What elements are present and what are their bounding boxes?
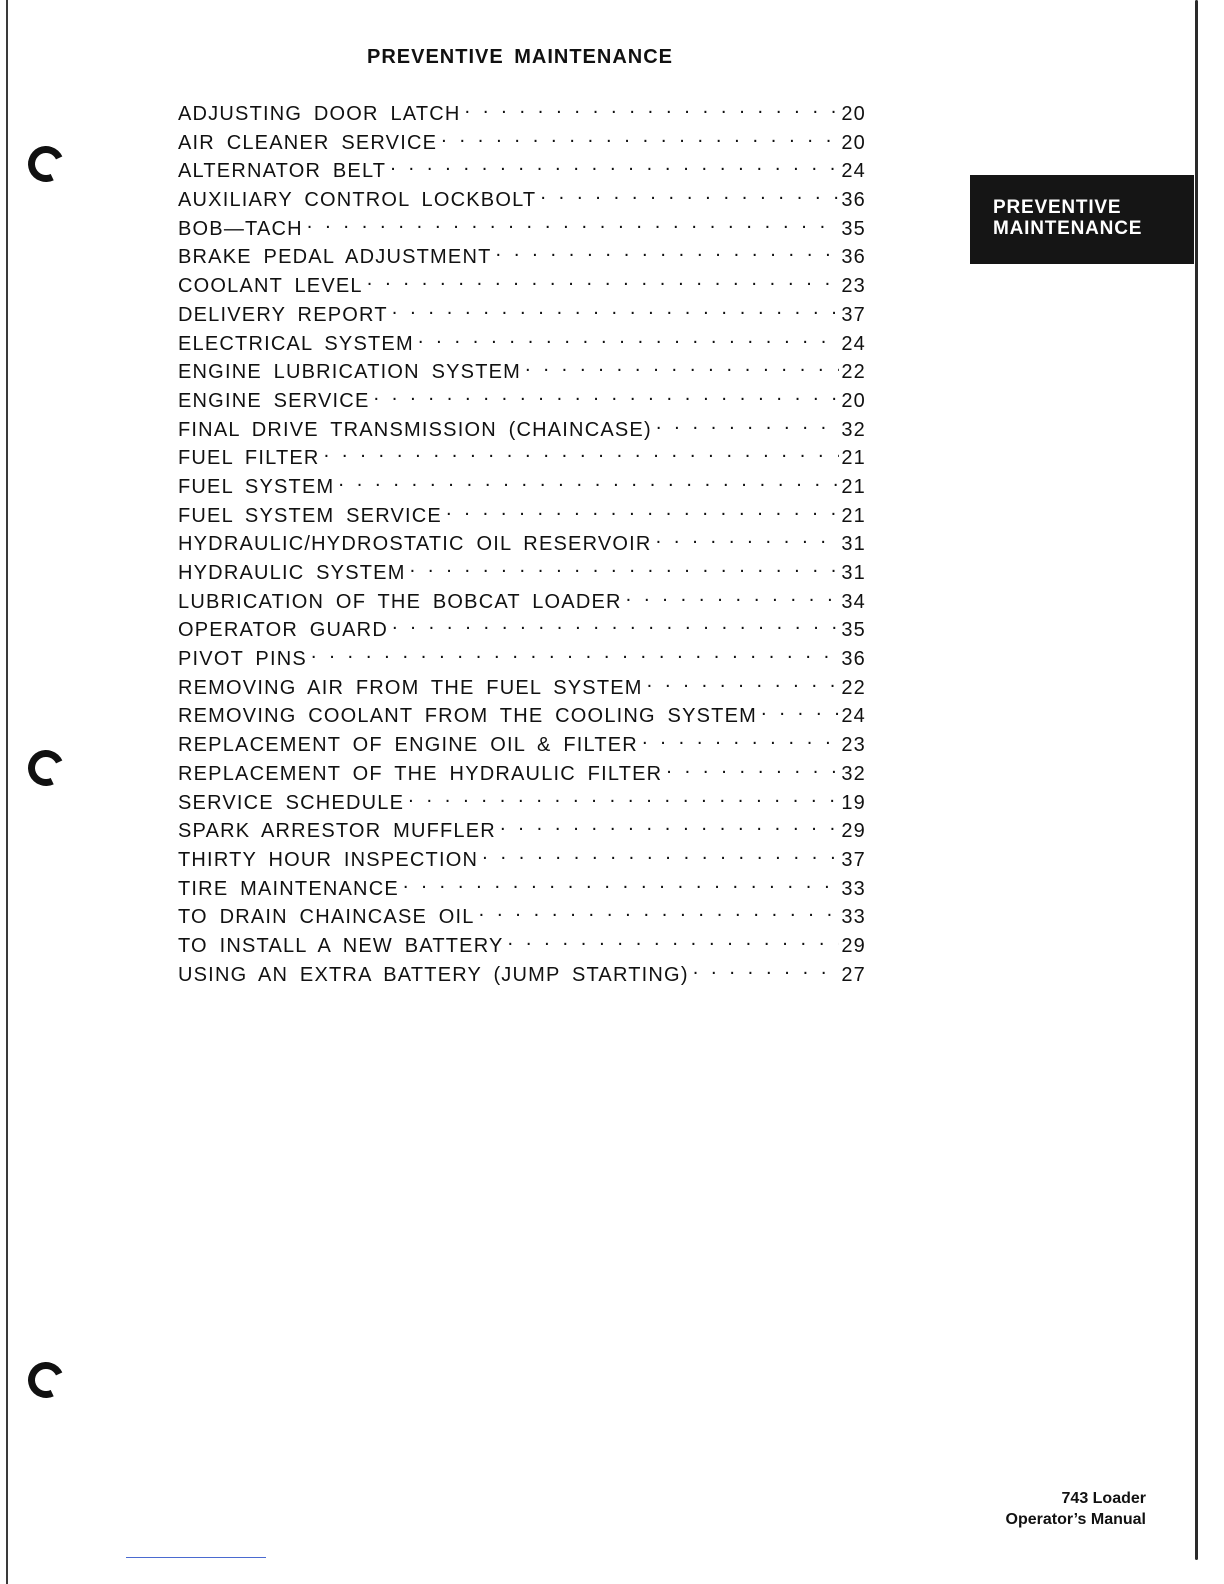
toc-dot-leader (666, 760, 839, 780)
binder-hole-bottom (23, 1357, 69, 1403)
toc-entry-page: 24 (841, 160, 866, 183)
toc-entry-label: FUEL SYSTEM (178, 475, 335, 498)
toc-entry-page: 23 (841, 734, 866, 757)
toc-entry-page: 29 (841, 820, 866, 843)
toc-entry[interactable] (178, 961, 866, 990)
toc-entry-label: ALTERNATOR BELT (178, 160, 387, 183)
toc-dot-leader (418, 330, 840, 350)
toc-entry-page: 37 (841, 303, 866, 326)
toc-dot-leader (693, 961, 840, 981)
toc-dot-leader (465, 100, 840, 120)
toc-entry[interactable] (178, 616, 866, 645)
section-tab-line2: MAINTENANCE (993, 218, 1143, 239)
toc-entry[interactable] (178, 645, 866, 674)
toc-entry-label: AUXILIARY CONTROL LOCKBOLT (178, 189, 537, 212)
toc-entry-label: COOLANT LEVEL (178, 275, 363, 298)
toc-entry-page: 24 (841, 705, 866, 728)
toc-entry-label: BOB—TACH (178, 217, 303, 240)
toc-entry-page: 32 (841, 762, 866, 785)
toc-entry-label: HYDRAULIC SYSTEM (178, 562, 406, 584)
toc-entry[interactable] (178, 789, 866, 818)
toc-entry-page: 31 (841, 533, 866, 556)
toc-entry-page: 21 (841, 504, 866, 527)
toc-entry-label: FINAL DRIVE TRANSMISSION (CHAINCASE) (178, 418, 652, 441)
toc-entry-label: REPLACEMENT OF ENGINE OIL & FILTER (178, 734, 638, 757)
toc-entry-label: TO INSTALL A NEW BATTERY (178, 934, 504, 957)
footer (1006, 1488, 1146, 1530)
toc-entry-page: 20 (841, 389, 866, 412)
toc-entry[interactable] (178, 932, 866, 961)
toc-entry-label: FUEL FILTER (178, 447, 320, 470)
toc-dot-leader (656, 416, 840, 436)
toc-entry[interactable] (178, 559, 866, 588)
toc-dot-leader (392, 616, 839, 636)
toc-entry[interactable] (178, 272, 866, 301)
toc-entry-page: 33 (841, 906, 866, 929)
toc-entry-page: 23 (841, 275, 866, 298)
toc-entry[interactable] (178, 702, 866, 731)
toc-entry-page: 37 (841, 848, 866, 871)
toc-entry[interactable] (178, 875, 866, 904)
table-of-contents (178, 100, 866, 989)
toc-entry[interactable] (178, 530, 866, 559)
footer-model: 743 Loader (1061, 1490, 1146, 1507)
toc-dot-leader (392, 301, 840, 321)
toc-entry-page: 27 (841, 963, 866, 986)
toc-entry[interactable] (178, 502, 866, 531)
toc-entry-label: OPERATOR GUARD (178, 619, 388, 642)
toc-entry-page: 36 (841, 246, 866, 269)
toc-entry-page: 33 (841, 877, 866, 900)
toc-dot-leader (441, 129, 839, 149)
toc-dot-leader (367, 272, 840, 292)
toc-dot-leader (324, 444, 840, 464)
toc-entry-label: ADJUSTING DOOR LATCH (178, 103, 461, 125)
toc-entry-label: USING AN EXTRA BATTERY (JUMP STARTING) (178, 963, 689, 986)
toc-entry[interactable] (178, 846, 866, 875)
toc-entry[interactable] (178, 157, 866, 186)
toc-entry-label: SERVICE SCHEDULE (178, 791, 405, 814)
toc-entry-page: 20 (841, 131, 866, 154)
toc-entry-page: 35 (841, 217, 866, 240)
section-tab-line1: PREVENTIVE (993, 197, 1122, 218)
toc-entry-page: 24 (841, 332, 866, 355)
toc-dot-leader (642, 731, 839, 751)
toc-dot-leader (525, 358, 839, 378)
toc-dot-leader (446, 502, 839, 522)
toc-entry[interactable] (178, 674, 866, 703)
page-right-edge (1195, 0, 1198, 1560)
binder-hole-middle (23, 745, 69, 791)
toc-entry-label: HYDRAULIC/HYDROSTATIC OIL RESERVOIR (178, 533, 652, 556)
toc-entry[interactable] (178, 760, 866, 789)
toc-entry-label: LUBRICATION OF THE BOBCAT LOADER (178, 590, 622, 613)
toc-entry[interactable] (178, 186, 866, 215)
toc-entry-page: 22 (841, 361, 866, 384)
toc-entry-label: TO DRAIN CHAINCASE OIL (178, 906, 475, 929)
toc-entry[interactable] (178, 473, 866, 502)
toc-dot-leader (656, 530, 840, 550)
bottom-rule (126, 1557, 266, 1558)
toc-entry[interactable] (178, 903, 866, 932)
toc-entry-page: 22 (841, 676, 866, 699)
toc-dot-leader (496, 243, 840, 263)
toc-entry[interactable] (178, 129, 866, 158)
toc-entry-label: BRAKE PEDAL ADJUSTMENT (178, 246, 492, 269)
toc-dot-leader (410, 559, 840, 579)
toc-dot-leader (761, 702, 839, 722)
toc-entry-label: REMOVING AIR FROM THE FUEL SYSTEM (178, 676, 643, 699)
page-title: PREVENTIVE MAINTENANCE (366, 46, 674, 68)
toc-entry-label: REMOVING COOLANT FROM THE COOLING SYSTEM (178, 705, 757, 728)
toc-entry-page: 36 (841, 189, 866, 212)
toc-entry-label: REPLACEMENT OF THE HYDRAULIC FILTER (178, 762, 663, 785)
toc-entry-label: AIR CLEANER SERVICE (178, 131, 438, 154)
toc-entry[interactable] (178, 731, 866, 760)
toc-entry-label: PIVOT PINS (178, 648, 307, 671)
toc-entry-label: FUEL SYSTEM SERVICE (178, 504, 442, 527)
toc-entry[interactable] (178, 444, 866, 473)
toc-dot-leader (390, 157, 839, 177)
toc-dot-leader (540, 186, 839, 206)
toc-entry-page: 21 (841, 475, 866, 498)
toc-entry-page: 35 (841, 619, 866, 642)
toc-entry-page: 32 (841, 418, 866, 441)
toc-entry-label: ELECTRICAL SYSTEM (178, 332, 414, 355)
toc-entry-page: 29 (841, 934, 866, 957)
toc-dot-leader (408, 789, 839, 809)
toc-dot-leader (482, 846, 839, 866)
toc-entry-page: 34 (841, 590, 866, 613)
toc-entry-label: SPARK ARRESTOR MUFFLER (178, 820, 496, 843)
toc-entry[interactable] (178, 588, 866, 617)
toc-entry-page: 36 (841, 648, 866, 671)
toc-entry-label: TIRE MAINTENANCE (178, 877, 399, 900)
toc-dot-leader (307, 215, 840, 235)
toc-entry[interactable] (178, 215, 866, 244)
section-tab[interactable] (970, 175, 1194, 264)
toc-entry-label: DELIVERY REPORT (178, 303, 388, 326)
toc-entry[interactable] (178, 100, 866, 129)
toc-entry-label: THIRTY HOUR INSPECTION (178, 848, 479, 871)
toc-entry[interactable] (178, 358, 866, 387)
toc-dot-leader (500, 817, 839, 837)
footer-manual-title: Operator’s Manual (1005, 1511, 1146, 1528)
toc-dot-leader (479, 903, 840, 923)
toc-entry[interactable] (178, 817, 866, 846)
toc-dot-leader (338, 473, 839, 493)
toc-entry-page: 19 (841, 791, 866, 814)
binder-hole-top (23, 141, 69, 187)
toc-entry-page: 20 (841, 103, 866, 125)
page-left-edge (6, 0, 8, 1584)
toc-dot-leader (647, 674, 840, 694)
toc-dot-leader (311, 645, 839, 665)
toc-entry[interactable] (178, 416, 866, 445)
toc-dot-leader (373, 387, 839, 407)
toc-dot-leader (403, 875, 839, 895)
toc-entry-label: ENGINE LUBRICATION SYSTEM (178, 361, 522, 384)
toc-entry[interactable] (178, 330, 866, 359)
toc-dot-leader (508, 932, 840, 952)
toc-entry[interactable] (178, 387, 866, 416)
toc-entry-page: 21 (841, 447, 866, 470)
toc-entry[interactable] (178, 301, 866, 330)
toc-entry-label: ENGINE SERVICE (178, 389, 370, 412)
toc-entry-page: 31 (841, 562, 866, 584)
toc-dot-leader (626, 588, 840, 608)
toc-entry[interactable] (178, 243, 866, 272)
